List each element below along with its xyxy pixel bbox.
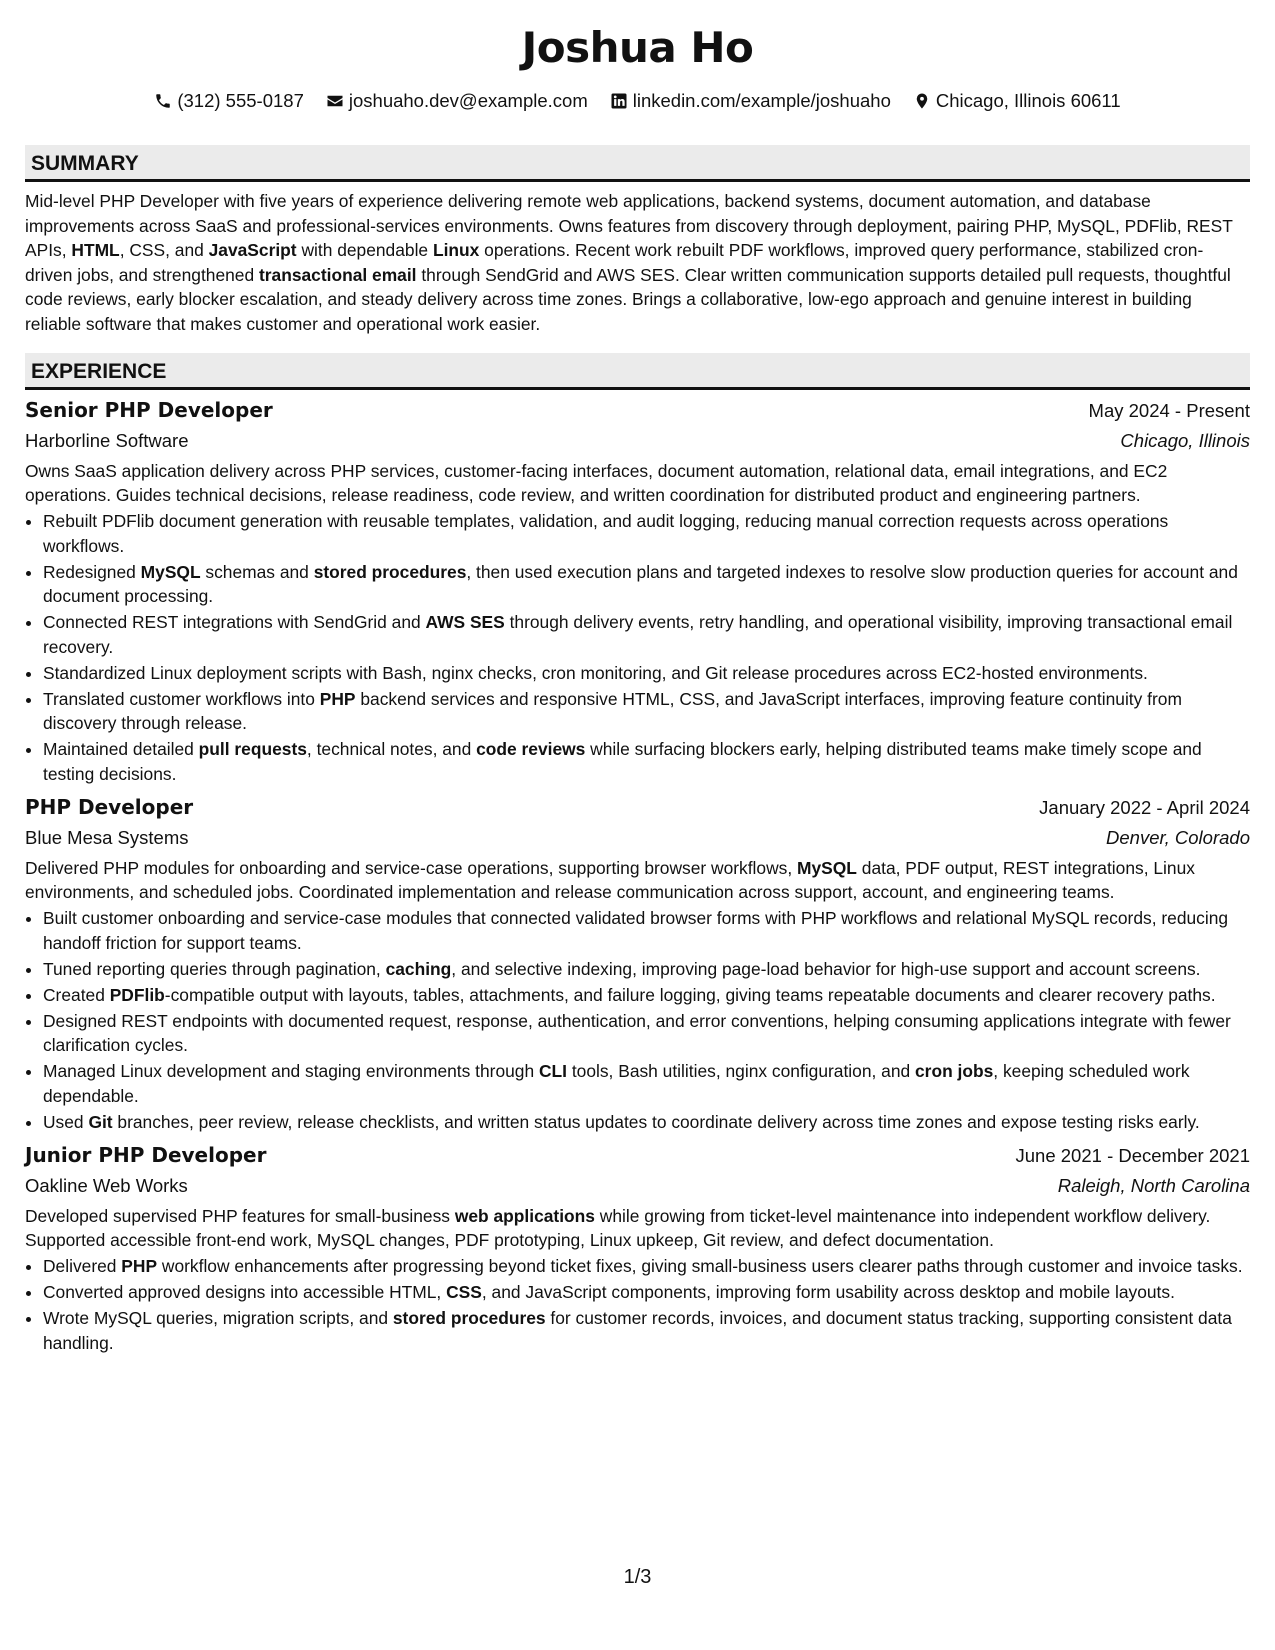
job-header-row: [25, 395, 1250, 425]
bullet-segment: Tuned reporting queries through pagination,: [43, 958, 386, 979]
bullet-segment: schemas and: [200, 561, 314, 582]
map-pin-icon: [913, 92, 931, 110]
bold-job-description-segment: MySQL: [797, 857, 857, 878]
job-entry: [25, 792, 1250, 1135]
job-company-row: [25, 822, 1250, 853]
bold-bullet-segment: PDFlib: [109, 984, 165, 1005]
bullet-item: [43, 1254, 1250, 1279]
job-dates: June 2021 - December 2021: [1015, 1144, 1250, 1166]
bold-bullet-segment: CLI: [538, 1061, 567, 1082]
bullet-segment: branches, peer review, release checklists, and written status updates to coordinate delivery across time zones and expose testing risks early.: [112, 1111, 1200, 1132]
bullet-item: [43, 957, 1250, 982]
job-company: Harborline Software: [25, 429, 189, 451]
job-location: Chicago, Illinois: [1120, 429, 1250, 451]
job-description: [25, 1204, 1250, 1253]
envelope-icon: [326, 92, 344, 110]
bold-bullet-segment: caching: [385, 958, 452, 979]
bullet-item: [43, 687, 1250, 736]
linkedin-icon: [610, 92, 628, 110]
bold-bullet-segment: cron jobs: [915, 1061, 994, 1082]
job-description-segment: Delivered PHP modules for onboarding and service-case operations, supporting browser workflows,: [25, 857, 798, 878]
phone-icon: [154, 92, 172, 110]
bullet-segment: Designed REST endpoints with documented request, response, authentication, and error conventions, helping consuming applications integrate with fewer clarification cycles.: [43, 1010, 1231, 1056]
bold-bullet-segment: MySQL: [140, 561, 201, 582]
job-entry: [25, 395, 1250, 787]
job-header-row: [25, 1140, 1250, 1170]
contact-bar: [25, 88, 1250, 114]
job-dates: January 2022 - April 2024: [1039, 796, 1250, 818]
job-title: Senior PHP Developer: [25, 397, 273, 422]
bullet-segment: Managed Linux development and staging environments through: [43, 1061, 539, 1082]
location-text: Chicago, Illinois 60611: [935, 90, 1121, 111]
job-bullets: [25, 906, 1250, 1134]
job-bullets: [25, 1254, 1250, 1355]
bullet-item: [43, 906, 1250, 955]
bullet-item: [43, 509, 1250, 558]
bullet-segment: Delivered: [43, 1256, 122, 1277]
summary-segment: , CSS, and: [119, 240, 209, 261]
job-description-segment: data, PDF output, REST integrations, Linux environments, and scheduled jobs. Coordinated implementation and release communication across support, account, and engineering teams.: [25, 857, 1195, 903]
bullet-segment: tools, Bash utilities, nginx configuration, and: [566, 1061, 916, 1082]
job-description-segment: Developed supervised PHP features for small-business: [25, 1205, 455, 1226]
bullet-segment: Standardized Linux deployment scripts with Bash, nginx checks, cron monitoring, and Git release procedures across EC2-hosted environments.: [43, 662, 1148, 683]
bullet-segment: Connected REST integrations with SendGrid and: [43, 612, 426, 633]
job-header-row: [25, 792, 1250, 822]
bold-bullet-segment: AWS SES: [425, 612, 505, 633]
bold-job-description-segment: web applications: [454, 1205, 595, 1226]
bullet-segment: Translated customer workflows into: [43, 688, 320, 709]
contact-email[interactable]: [326, 88, 588, 114]
bold-bullet-segment: code reviews: [476, 739, 586, 760]
bullet-item: [43, 983, 1250, 1008]
linkedin-text: linkedin.com/example/joshuaho: [632, 90, 891, 111]
bullet-segment: backend services and responsive HTML, CSS, and JavaScript interfaces, improving feature continuity from discovery through release.: [43, 688, 1182, 734]
bullet-item: [43, 610, 1250, 659]
summary-text: [25, 189, 1250, 337]
bullet-item: [43, 1059, 1250, 1108]
summary-heading: SUMMARY: [25, 145, 1250, 182]
bold-bullet-segment: pull requests: [198, 739, 307, 760]
bullet-segment: Rebuilt PDFlib document generation with reusable templates, validation, and audit logging, reducing manual correction requests across operations workflows.: [43, 511, 1169, 556]
job-entry: [25, 1140, 1250, 1356]
bold-summary-segment: Linux: [432, 240, 480, 261]
job-bullets: [25, 509, 1250, 786]
bullet-segment: Used: [43, 1111, 89, 1132]
job-title: Junior PHP Developer: [25, 1142, 267, 1167]
bullet-item: [43, 661, 1250, 686]
job-location: Raleigh, North Carolina: [1057, 1174, 1250, 1196]
bullet-segment: Built customer onboarding and service-case modules that connected validated browser forms with PHP workflows and relational MySQL records, reducing handoff friction for support teams.: [43, 908, 1229, 953]
job-location: Denver, Colorado: [1106, 826, 1250, 848]
summary-segment: with dependable: [296, 240, 433, 261]
bullet-segment: Converted approved designs into accessible HTML,: [43, 1282, 447, 1303]
bullet-segment: , keeping scheduled work dependable.: [43, 1061, 1190, 1106]
summary-segment: through SendGrid and AWS SES. Clear written communication supports detailed pull requests, thoughtful code reviews, early blocker escalation, and steady delivery across time zones. Brings a collaborative, low-ego approach and genuine interest in building reliable software that makes customer and operational work easier.: [25, 264, 1231, 334]
bullet-item: [43, 1009, 1250, 1058]
page-number: 1/3: [623, 1566, 652, 1588]
bullet-segment: , then used execution plans and targeted indexes to resolve slow production queries for account and document processing.: [43, 561, 1238, 607]
bold-bullet-segment: CSS: [446, 1282, 482, 1303]
job-title: PHP Developer: [25, 794, 194, 819]
contact-phone[interactable]: [154, 88, 304, 114]
job-description-segment: Owns SaaS application delivery across PHP services, customer-facing interfaces, document automation, relational data, email integrations, and EC2 operations. Guides technical decisions, release readiness, code review, and written coordination for distributed product and engineering partners.: [25, 460, 1168, 506]
job-company: Oakline Web Works: [25, 1174, 188, 1196]
bold-bullet-segment: stored procedures: [313, 561, 467, 582]
summary-segment: Mid-level PHP Developer with five years of experience delivering remote web applications, backend systems, document automation, and database improvements across SaaS and professional-services environments. Owns features from discovery through deployment, pairing PHP, MySQL, PDFlib, REST APIs,: [25, 191, 1233, 261]
phone-text: (312) 555-0187: [177, 90, 304, 111]
job-company: Blue Mesa Systems: [25, 826, 189, 848]
bullet-item: [43, 737, 1250, 786]
bold-bullet-segment: PHP: [319, 688, 356, 709]
bullet-segment: Created: [43, 984, 110, 1005]
job-description: [25, 459, 1250, 508]
bullet-segment: , and selective indexing, improving page-load behavior for high-use support and account screens.: [451, 958, 1201, 979]
bold-bullet-segment: Git: [88, 1111, 113, 1132]
bullet-segment: Wrote MySQL queries, migration scripts, and: [43, 1308, 393, 1329]
bold-bullet-segment: PHP: [121, 1256, 158, 1277]
email-text: joshuaho.dev@example.com: [348, 90, 588, 111]
bullet-segment: through delivery events, retry handling, and operational visibility, improving transactional email recovery.: [43, 612, 1233, 657]
bullet-segment: , technical notes, and: [306, 739, 477, 760]
bullet-segment: Redesigned: [43, 561, 141, 582]
candidate-name: Joshua Ho: [521, 23, 754, 72]
bullet-item: [43, 1306, 1250, 1355]
bold-summary-segment: transactional email: [258, 264, 417, 285]
bold-summary-segment: JavaScript: [208, 240, 297, 261]
bullet-segment: workflow enhancements after progressing beyond ticket fixes, giving small-business users clearer paths through customer and invoice tasks.: [157, 1256, 1243, 1277]
job-description: [25, 856, 1250, 905]
bullet-segment: -compatible output with layouts, tables, attachments, and failure logging, giving teams repeatable documents and clearer recovery paths.: [164, 984, 1216, 1005]
resume-page: [25, 0, 1250, 1355]
bullet-segment: Maintained detailed: [43, 739, 199, 760]
experience-heading: EXPERIENCE: [25, 353, 1250, 390]
job-company-row: [25, 1170, 1250, 1201]
bullet-item: [43, 1280, 1250, 1305]
job-company-row: [25, 425, 1250, 456]
experience-list: [25, 395, 1250, 1356]
summary-segment: operations. Recent work rebuilt PDF workflows, improved query performance, stabilized cron-driven jobs, and strengthened: [25, 240, 1204, 285]
bullet-segment: while surfacing blockers early, helping distributed teams make timely scope and testing decisions.: [43, 739, 1202, 785]
bold-summary-segment: HTML: [71, 240, 120, 261]
bullet-segment: for customer records, invoices, and document status tracking, supporting consistent data handling.: [43, 1308, 1232, 1353]
bold-bullet-segment: stored procedures: [392, 1308, 546, 1329]
bullet-segment: , and JavaScript components, improving form usability across desktop and mobile layouts.: [481, 1282, 1175, 1303]
contact-location: [913, 88, 1121, 114]
job-dates: May 2024 - Present: [1088, 399, 1250, 421]
contact-linkedin[interactable]: [610, 88, 891, 114]
job-description-segment: while growing from ticket-level maintenance into independent workflow delivery. Supported accessible front-end work, MySQL changes, PDF prototyping, Linux upkeep, Git review, and defect documentation.: [25, 1205, 1211, 1251]
bullet-item: [43, 560, 1250, 609]
bullet-item: [43, 1110, 1250, 1135]
